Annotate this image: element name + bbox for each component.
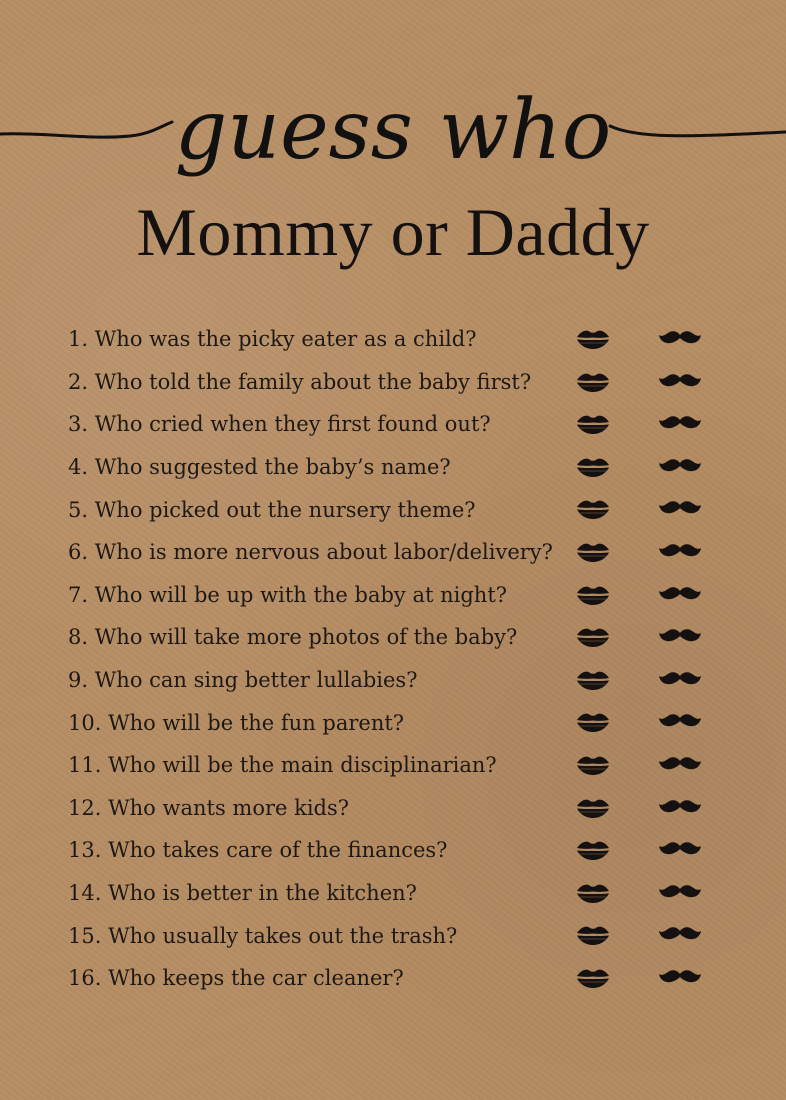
mustache-icon[interactable]: [658, 798, 702, 816]
lips-icon[interactable]: [576, 797, 610, 819]
lips-icon[interactable]: [576, 498, 610, 520]
question-row-15: [68, 914, 728, 957]
script-header: [0, 70, 786, 200]
question-text: 7. Who will be up with the baby at night?: [68, 582, 508, 607]
lips-icon[interactable]: [576, 371, 610, 393]
question-text: 1. Who was the picky eater as a child?: [68, 327, 477, 352]
mustache-icon[interactable]: [658, 840, 702, 858]
question-text: 8. Who will take more photos of the baby?: [68, 625, 518, 650]
lips-icon[interactable]: [576, 413, 610, 435]
mustache-icon[interactable]: [658, 585, 702, 603]
mustache-icon[interactable]: [658, 457, 702, 475]
lips-icon[interactable]: [576, 541, 610, 563]
question-text: 16. Who keeps the car cleaner?: [68, 966, 404, 991]
mustache-icon[interactable]: [658, 329, 702, 347]
question-text: 10. Who will be the fun parent?: [68, 710, 405, 735]
question-text: 5. Who picked out the nursery theme?: [68, 497, 476, 522]
mustache-icon[interactable]: [658, 968, 702, 986]
question-row-11: [68, 744, 728, 787]
question-text: 4. Who suggested the baby’s name?: [68, 455, 451, 480]
question-list: [68, 318, 728, 1000]
question-row-1: [68, 318, 728, 361]
question-text: 3. Who cried when they first found out?: [68, 412, 491, 437]
question-text: 9. Who can sing better lullabies?: [68, 668, 418, 693]
question-row-14: [68, 872, 728, 915]
lips-icon[interactable]: [576, 967, 610, 989]
lips-icon[interactable]: [576, 669, 610, 691]
question-text: 14. Who is better in the kitchen?: [68, 881, 417, 906]
question-row-12: [68, 787, 728, 830]
page-title: Mommy or Daddy: [136, 194, 650, 270]
question-row-4: [68, 446, 728, 489]
mustache-icon[interactable]: [658, 542, 702, 560]
question-row-10: [68, 701, 728, 744]
lips-icon[interactable]: [576, 711, 610, 733]
question-row-9: [68, 659, 728, 702]
lips-icon[interactable]: [576, 839, 610, 861]
mustache-icon[interactable]: [658, 755, 702, 773]
question-text: 6. Who is more nervous about labor/delivery?: [68, 540, 553, 565]
question-row-6: [68, 531, 728, 574]
question-row-2: [68, 361, 728, 404]
right-flourish: [610, 126, 786, 136]
question-row-16: [68, 957, 728, 1000]
question-row-7: [68, 574, 728, 617]
question-row-8: [68, 616, 728, 659]
mustache-icon[interactable]: [658, 883, 702, 901]
question-text: 2. Who told the family about the baby first?: [68, 369, 532, 394]
question-row-3: [68, 403, 728, 446]
lips-icon[interactable]: [576, 924, 610, 946]
mustache-icon[interactable]: [658, 499, 702, 517]
mustache-icon[interactable]: [658, 372, 702, 390]
script-title-graphic: [0, 70, 786, 200]
question-text: 15. Who usually takes out the trash?: [68, 923, 458, 948]
left-flourish: [0, 122, 172, 137]
lips-icon[interactable]: [576, 328, 610, 350]
question-row-5: [68, 488, 728, 531]
mustache-icon[interactable]: [658, 925, 702, 943]
mustache-icon[interactable]: [658, 712, 702, 730]
lips-icon[interactable]: [576, 584, 610, 606]
lips-icon[interactable]: [576, 456, 610, 478]
mustache-icon[interactable]: [658, 670, 702, 688]
question-text: 12. Who wants more kids?: [68, 795, 350, 820]
lips-icon[interactable]: [576, 882, 610, 904]
script-title: guess who: [174, 83, 612, 178]
question-text: 13. Who takes care of the finances?: [68, 838, 448, 863]
mustache-icon[interactable]: [658, 627, 702, 645]
lips-icon[interactable]: [576, 626, 610, 648]
lips-icon[interactable]: [576, 754, 610, 776]
question-text: 11. Who will be the main disciplinarian?: [68, 753, 497, 778]
question-row-13: [68, 829, 728, 872]
mustache-icon[interactable]: [658, 414, 702, 432]
